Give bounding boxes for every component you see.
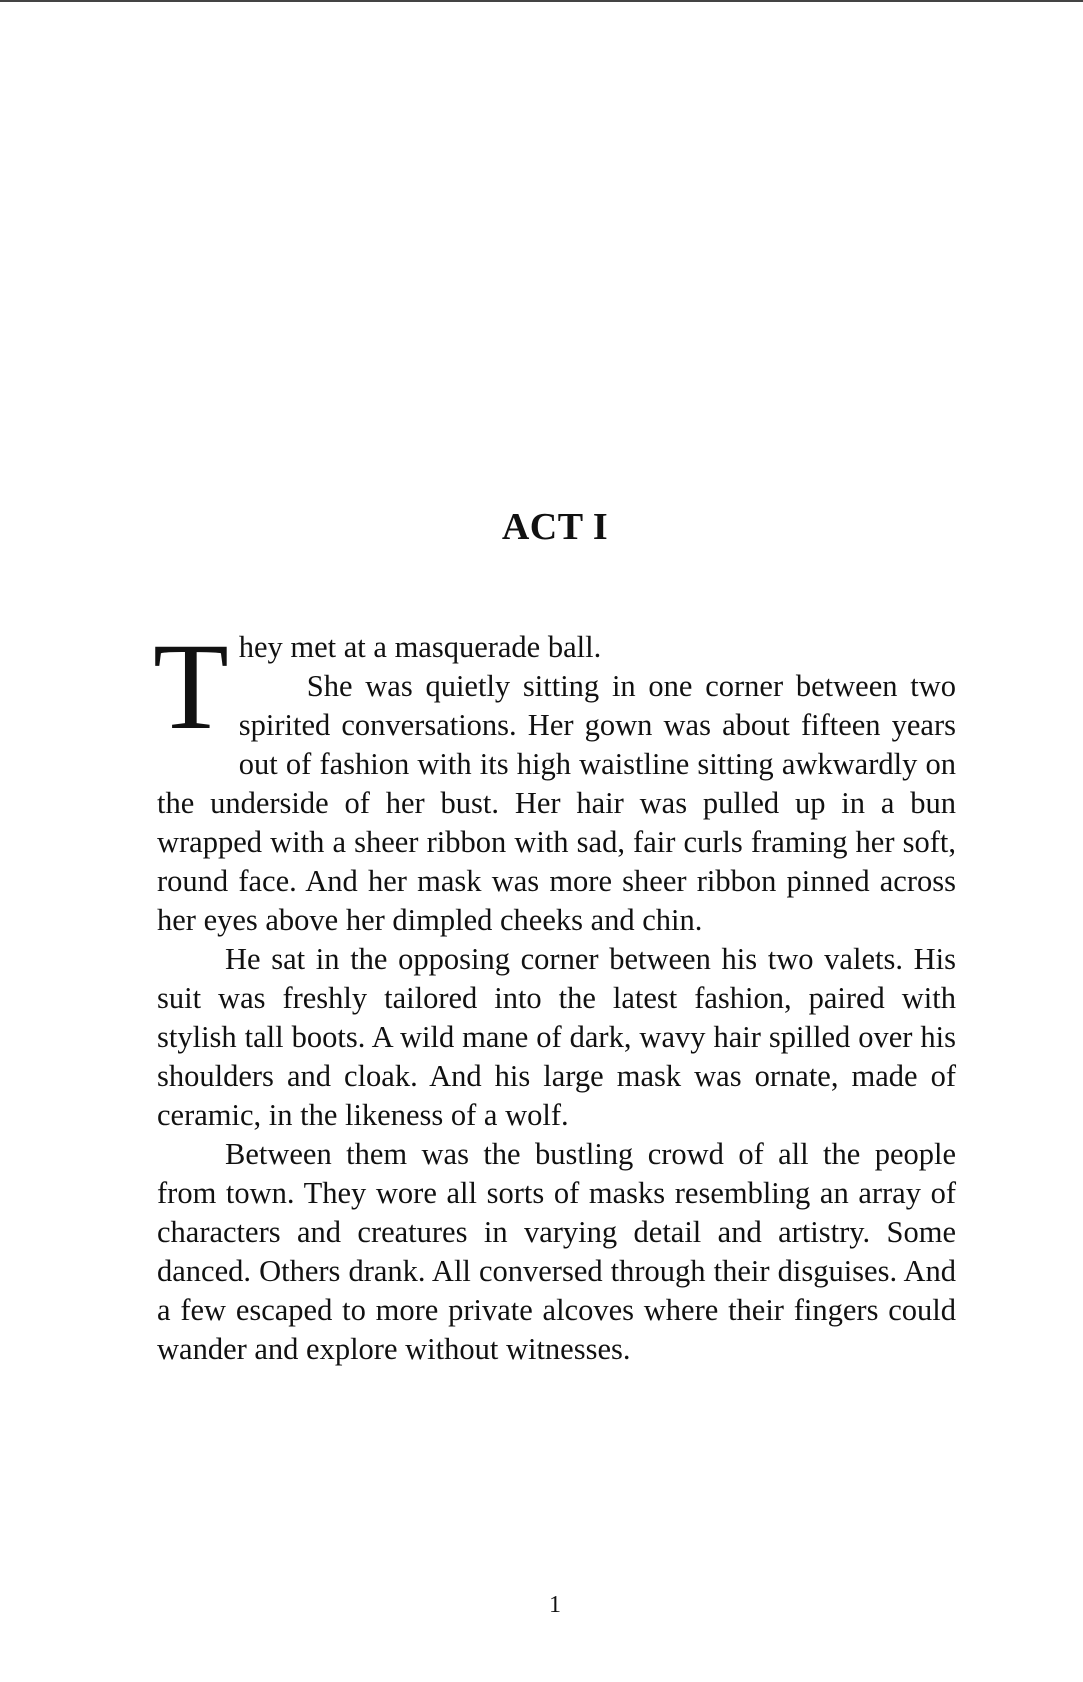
paragraph: She was quietly sitting in one corner between two spirited conversations. Her gown was about fifteen years out of fashion with its high waistline sitting awkwardly on the underside of her bust. Her hair was pulled up in a bun wrapped with a sheer ribbon with sad, fair curls framing her soft, round face. And her mask was more sheer ribbon pinned across her eyes above her dimpled cheeks and chin. (157, 669, 956, 937)
opening-line: hey met at a masquerade ball. (238, 630, 602, 664)
body-text (153, 618, 956, 1369)
paragraph: Between them was the bustling crowd of all the people from town. They wore all sorts of masks resembling an array of characters and creatures in varying detail and artistry. Some danced. Others drank. All conversed through their disguises. And a few escaped to more private alcoves where their fingers could wander and explore without witnesses. (157, 1137, 956, 1366)
page-top-border (0, 0, 1083, 2)
drop-cap: T (153, 618, 229, 755)
opening-paragraph (153, 618, 956, 755)
paragraph: He sat in the opposing corner between his two valets. His suit was freshly tailored into the latest fashion, paired with stylish tall boots. A wild mane of dark, wavy hair spilled over his shoulders and cloak. And his large mask was ornate, made of ceramic, in the likeness of a wolf. (157, 942, 956, 1132)
chapter-title: ACT I (501, 506, 609, 548)
page-number: 1 (549, 1592, 561, 1618)
